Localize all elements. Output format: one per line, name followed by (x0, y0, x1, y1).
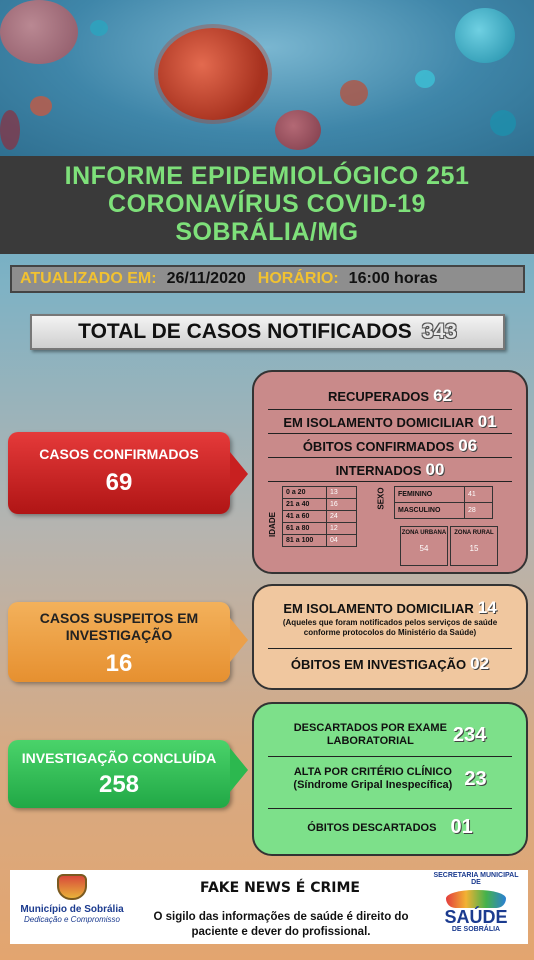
privacy-line-2: paciente e dever do profissional. (191, 926, 371, 938)
table-row (283, 523, 357, 535)
title-line-2: CORONAVÍRUS COVID-19 (108, 190, 426, 218)
confirmed-value: 69 (105, 469, 133, 496)
update-bar (10, 265, 525, 293)
suspected-label-2: INVESTIGAÇÃO (65, 627, 173, 643)
clinical-label-2: (Síndrome Gripal Inespecífica) (293, 779, 453, 791)
clinical-row (268, 766, 512, 792)
title-line-3: SOBRÁLIA/MG (175, 218, 359, 246)
arrow-right-icon (230, 452, 248, 496)
virus-illustration (455, 8, 515, 63)
time-label: HORÁRIO: (257, 270, 339, 287)
recovered-label: RECUPERADOS (327, 389, 430, 404)
virus-illustration (30, 96, 52, 116)
zone-rural-value: 15 (469, 544, 479, 553)
discarded-deaths-row (268, 816, 512, 839)
time-value: 16:00 horas (348, 270, 438, 287)
zone-rural-label: ZONA RURAL (454, 530, 494, 536)
age-range: 61 a 80 (283, 523, 327, 535)
discarded-deaths-value: 01 (450, 816, 473, 838)
table-row (283, 511, 357, 523)
confirmed-isolation-value: 01 (477, 412, 497, 431)
age-range: 81 a 100 (283, 535, 327, 547)
concluded-box (8, 740, 230, 808)
divider (268, 433, 512, 434)
virus-illustration (90, 20, 108, 36)
privacy-line-1: O sigilo das informações de saúde é direito do (153, 911, 409, 923)
confirmed-deaths-label: ÓBITOS CONFIRMADOS (302, 439, 455, 454)
age-range: 0 a 20 (283, 487, 327, 499)
hero-banner (0, 0, 534, 158)
age-count: 04 (327, 535, 357, 547)
confirmed-cases-box (8, 432, 230, 514)
hospitalized-value: 00 (425, 460, 445, 479)
virus-illustration (275, 110, 321, 150)
suspected-cases-box (8, 602, 230, 682)
health-secretariat-logo (428, 872, 524, 942)
discarded-row (268, 722, 512, 748)
municipality-logo (16, 874, 128, 940)
table-row (395, 487, 493, 503)
age-table (282, 486, 357, 547)
zone-rural (450, 526, 498, 566)
suspected-isolation-row (268, 598, 512, 618)
suspected-isolation-value: 14 (477, 598, 497, 617)
recovered-row (268, 386, 512, 406)
sex-name: FEMININO (395, 487, 465, 503)
zone-urban (400, 526, 448, 566)
saude-sub-label: DE SOBRÁLIA (451, 926, 501, 933)
privacy-notice (136, 910, 426, 940)
confirmed-deaths-value: 06 (458, 436, 478, 455)
confirmed-isolation-row (268, 412, 512, 432)
wave-logo-icon (446, 890, 506, 908)
sex-label: SEXO (376, 487, 386, 510)
confirmed-label: CASOS CONFIRMADOS (39, 446, 199, 462)
concluded-details-panel (252, 702, 528, 856)
divider (268, 457, 512, 458)
suspected-deaths-row (268, 654, 512, 674)
discarded-label-1: DESCARTADOS POR EXAME (293, 722, 447, 734)
virus-illustration (490, 110, 516, 136)
confirmed-deaths-row (268, 436, 512, 456)
suspected-label-1: CASOS SUSPEITOS EM (39, 610, 199, 626)
sex-table (394, 486, 493, 519)
fake-news-title: FAKE NEWS É CRIME (200, 880, 360, 896)
municipality-motto: Dedicação e Compromisso (23, 915, 121, 924)
table-row (395, 503, 493, 519)
sex-count: 41 (465, 487, 493, 503)
arrow-right-icon (230, 618, 248, 662)
divider (268, 409, 512, 410)
suspected-isolation-label: EM ISOLAMENTO DOMICILIAR (283, 601, 474, 616)
discarded-value: 234 (452, 723, 487, 746)
concluded-label: INVESTIGAÇÃO CONCLUÍDA (21, 750, 217, 766)
age-count: 12 (327, 523, 357, 535)
zone-urban-label: ZONA URBANA (401, 530, 447, 536)
age-range: 41 a 60 (283, 511, 327, 523)
discarded-deaths-label: ÓBITOS DESCARTADOS (307, 821, 437, 834)
table-row (283, 499, 357, 511)
sex-count: 28 (465, 503, 493, 519)
divider (268, 808, 512, 809)
suspected-details-panel (252, 584, 528, 690)
virus-illustration (0, 110, 20, 150)
suspected-note (268, 618, 512, 638)
date-label: ATUALIZADO EM: (20, 270, 157, 287)
divider (268, 756, 512, 757)
recovered-value: 62 (433, 386, 453, 405)
date-value: 26/11/2020 (166, 270, 246, 287)
concluded-value: 258 (98, 771, 140, 798)
table-row (283, 535, 357, 547)
report-title (0, 156, 534, 254)
discarded-label-2: LABORATORIAL (326, 735, 414, 747)
confirmed-details-panel (252, 370, 528, 574)
divider (268, 648, 512, 649)
virus-illustration (158, 28, 268, 120)
age-count: 13 (327, 487, 357, 499)
secretariat-label: SECRETARIA MUNICIPAL DE (433, 872, 519, 886)
age-range: 21 a 40 (283, 499, 327, 511)
age-count: 24 (327, 511, 357, 523)
confirmed-isolation-label: EM ISOLAMENTO DOMICILIAR (283, 415, 474, 430)
clinical-label-1: ALTA POR CRITÉRIO CLÍNICO (293, 766, 452, 778)
virus-illustration (0, 0, 78, 64)
title-line-1: INFORME EPIDEMIOLÓGICO 251 (64, 162, 470, 190)
coat-of-arms-icon (57, 874, 87, 900)
table-row (283, 487, 357, 499)
clinical-value: 23 (464, 767, 487, 790)
suspected-deaths-value: 02 (470, 654, 490, 673)
total-value: 343 (421, 320, 457, 343)
age-label: IDADE (267, 512, 277, 537)
age-count: 16 (327, 499, 357, 511)
arrow-right-icon (230, 748, 248, 792)
virus-illustration (340, 80, 368, 106)
hospitalized-row (268, 460, 512, 480)
total-notified (30, 314, 505, 350)
footer (10, 870, 528, 944)
suspected-note-line-2: conforme protocolos do Ministério da Saúde) (303, 628, 477, 637)
municipality-name: Município de Sobrália (20, 904, 124, 915)
suspected-deaths-label: ÓBITOS EM INVESTIGAÇÃO (290, 657, 467, 672)
virus-illustration (415, 70, 435, 88)
zone-urban-value: 54 (419, 544, 429, 553)
divider (268, 481, 512, 482)
hospitalized-label: INTERNADOS (335, 463, 422, 478)
saude-label: SAÚDE (444, 907, 508, 927)
suspected-note-line-1: (Aqueles que foram notificados pelos serviços de saúde (282, 618, 498, 627)
suspected-value: 16 (105, 650, 133, 677)
total-label: TOTAL DE CASOS NOTIFICADOS (78, 320, 412, 343)
sex-name: MASCULINO (395, 503, 465, 519)
